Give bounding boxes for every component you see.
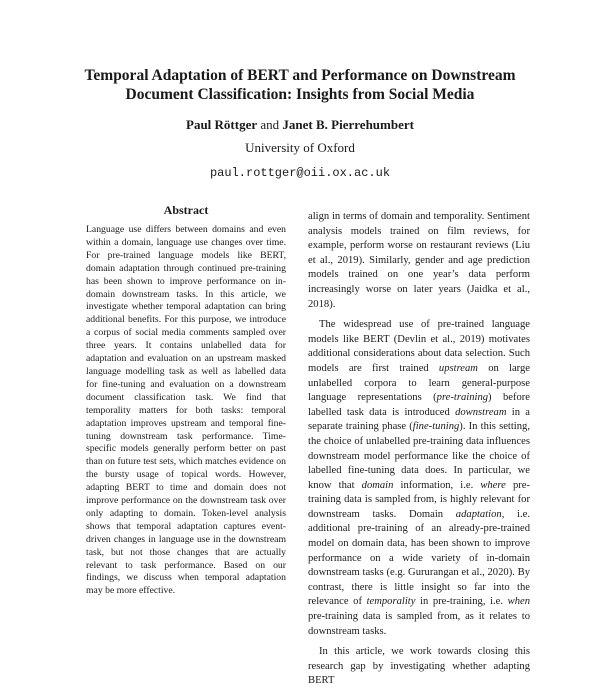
intro-text: , i.e. additional pre-training of an already-pre-trained model on domain data, has been shown to improve performance on a wide variety of in-domain downstream tasks (e.g. Gururangan et al., 2020). By contrast, there is little insight so far into the relevance of [308, 508, 530, 608]
intro-emphasis: downstream [455, 406, 507, 418]
intro-text: information, i.e. [393, 479, 481, 491]
intro-emphasis: upstream [438, 362, 478, 374]
intro-emphasis: where [480, 479, 506, 491]
author-name: Paul Röttger [186, 117, 258, 132]
intro-emphasis: when [507, 596, 530, 608]
intro-text: pre-training data is sampled from, as it relates to downstream tasks. [308, 611, 530, 637]
intro-text: ) before labelled task data is introduced [308, 392, 530, 418]
intro-paragraph: align in terms of domain and temporality. Sentiment analysis models trained on film reviews, for example, perform worse on restaurant reviews (Liu et al., 2019). Similarly, gender and age prediction models trained on one year’s data perform increasingly worse on later years (Jaidka et al., 2018). [308, 211, 530, 310]
abstract-heading: Abstract [163, 203, 209, 217]
intro-paragraph [308, 318, 530, 639]
author-name: Janet B. Pierrehumbert [282, 117, 414, 132]
author-connector: and [257, 117, 283, 132]
intro-emphasis: temporality [366, 596, 416, 608]
intro-text: ). In this setting, the choice of unlabelled pre-training data influences downstream model performance like the choice of labelled fine-tuning data does. In particular, we know that [308, 421, 530, 491]
intro-emphasis: fine-tuning [412, 421, 460, 433]
affiliation: University of Oxford [245, 140, 355, 155]
intro-paragraph: In this article, we work towards closing this research gap by investigating whether adapting BERT [308, 646, 530, 687]
author-line [60, 117, 540, 133]
intro-text: in pre-training, i.e. [415, 596, 508, 608]
introduction-column [308, 210, 530, 689]
email-address: paul.rottger@oii.ox.ac.uk [209, 166, 391, 180]
intro-text: on large unlabelled corpora to learn general-purpose language representations ( [308, 362, 530, 404]
intro-text: The widespread use of pre-trained language models like BERT (Devlin et al., 2019) motivates additional considerations about data selection. Such models are first trained [308, 319, 530, 374]
abstract-text: Language use differs between domains and even within a domain, language use changes over time. For pre-trained language models like BERT, domain adaptation through continued pre-training has been shown to improve performance on in-domain downstream tasks. In this article, we investigate whether temporal adaptation can bring additional benefits. For this purpose, we introduce a corpus of social media comments sampled over three years. It contains unlabelled data for adaptation and evaluation on an upstream masked language modelling task as well as labelled data for fine-tuning and evaluation on a downstream document classification task. We find that temporality matters for both tasks: temporal adaptation improves upstream and temporal fine-tuning downstream task performance. Time-specific models generally perform better on past than on future test sets, which matches evidence on the bursty usage of topical words. However, adapting BERT to time and domain does not improve performance on the downstream task over only adapting to domain. Token-level analysis shows that temporal adaptation captures event-driven changes in language use in the downstream task, but not those changes that are actually relevant to task performance. Based on our findings, we discuss when temporal adaptation may be more effective. [86, 224, 286, 597]
intro-text: in a separate training phase ( [308, 406, 530, 433]
intro-text: pre-training data is sampled from, is highly relevant for downstream tasks. Domain [308, 479, 530, 520]
paper-title: Temporal Adaptation of BERT and Performance on Downstream Document Classification: Insights from Social Media [84, 67, 516, 103]
intro-emphasis: pre-training [436, 392, 489, 404]
intro-emphasis: domain [361, 479, 394, 491]
intro-emphasis: adaptation [455, 508, 502, 520]
